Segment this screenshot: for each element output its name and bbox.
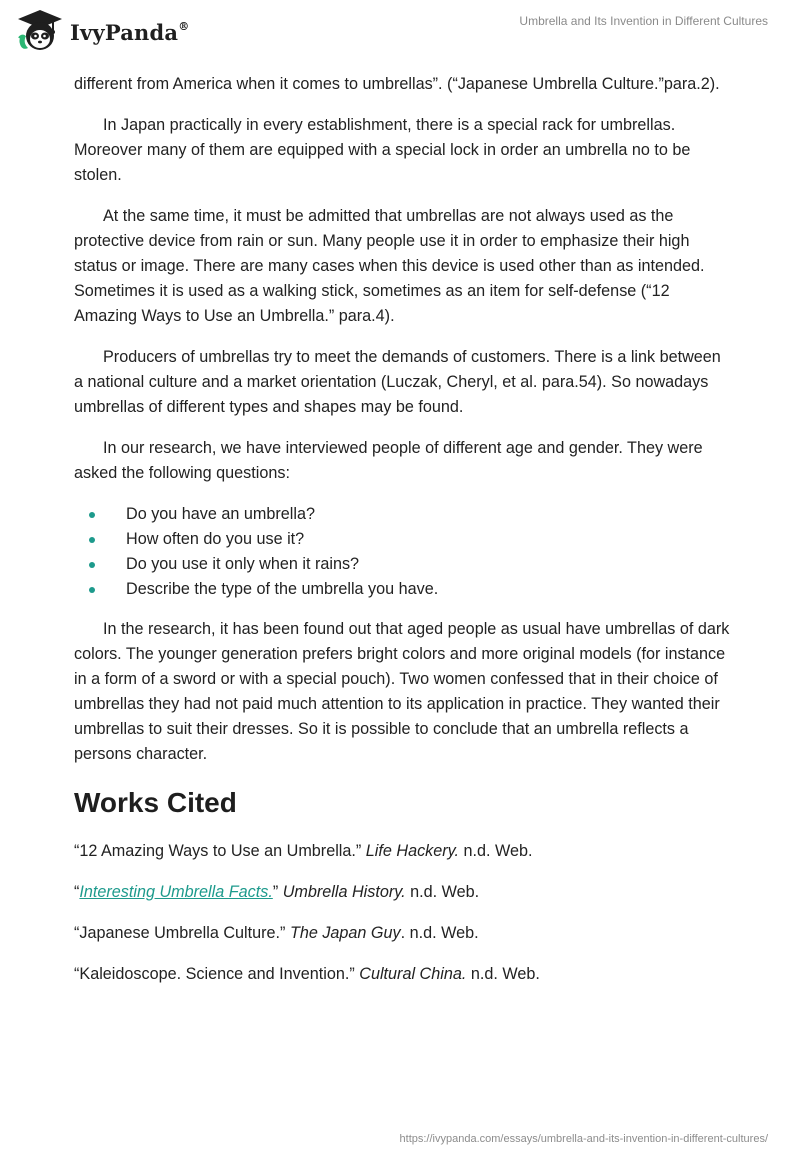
list-item: How often do you use it? [74,527,734,552]
bullet-icon [89,587,95,593]
list-item: Describe the type of the umbrella you have. [74,577,734,602]
paragraph: Producers of umbrellas try to meet the demands of customers. There is a link between a national culture and a market orientation (Luczak, Cheryl, et al. para.54). So nowadays umbrellas of different types and shapes may be found. [74,348,721,416]
source-url[interactable]: https://ivypanda.com/essays/umbrella-and-its-invention-in-different-cultures/ [399,1133,768,1145]
essay-body [74,72,734,1003]
citation-link[interactable]: Interesting Umbrella Facts. [79,883,273,901]
paragraph: In Japan practically in every establishment, there is a special rack for umbrellas. Moreover many of them are equipped with a special lock in order an umbrella no to be stolen. [74,116,691,184]
panda-graduate-icon [16,8,64,54]
citation: “Interesting Umbrella Facts.” Umbrella History. n.d. Web. [74,883,480,901]
ivypanda-logo[interactable] [16,8,189,54]
paragraph: At the same time, it must be admitted that umbrellas are not always used as the protective device from rain or sun. Many people use it in order to emphasize their high status or image. There are many cases when this device is used other than as intended. Sometimes it is used as a walking stick, sometimes as an item for self-defense (“12 Amazing Ways to Use an Umbrella.” para.4). [74,207,705,325]
paragraph: In our research, we have interviewed people of different age and gender. They were asked the following questions: [74,439,703,482]
bullet-icon [89,512,95,518]
paragraph-continued: different from America when it comes to umbrellas”. (“Japanese Umbrella Culture.”para.2). [74,75,720,93]
paragraph: In the research, it has been found out that aged people as usual have umbrellas of dark colors. The younger generation prefers bright colors and more original models (for instance in a form of a sword or with a special pouch). Two women confessed that in their choice of umbrellas they had not paid much attention to its application in practice. They wanted their umbrellas to suit their dresses. So it is possible to conclude that an umbrella reflects a persons character. [74,620,730,763]
works-cited-heading: Works Cited [74,787,237,818]
citation: “12 Amazing Ways to Use an Umbrella.” Life Hackery. n.d. Web. [74,842,533,860]
document-title: Umbrella and Its Invention in Different Cultures [519,14,768,28]
bullet-icon [89,562,95,568]
bullet-icon [89,537,95,543]
brand-name: IvyPanda® [70,19,190,45]
citation: “Kaleidoscope. Science and Invention.” Cultural China. n.d. Web. [74,965,540,983]
list-item: Do you use it only when it rains? [74,552,734,577]
question-list [74,502,734,602]
list-item: Do you have an umbrella? [74,502,734,527]
citation: “Japanese Umbrella Culture.” The Japan Guy. n.d. Web. [74,924,479,942]
page-header [0,0,800,64]
registered-mark: ® [178,19,190,33]
